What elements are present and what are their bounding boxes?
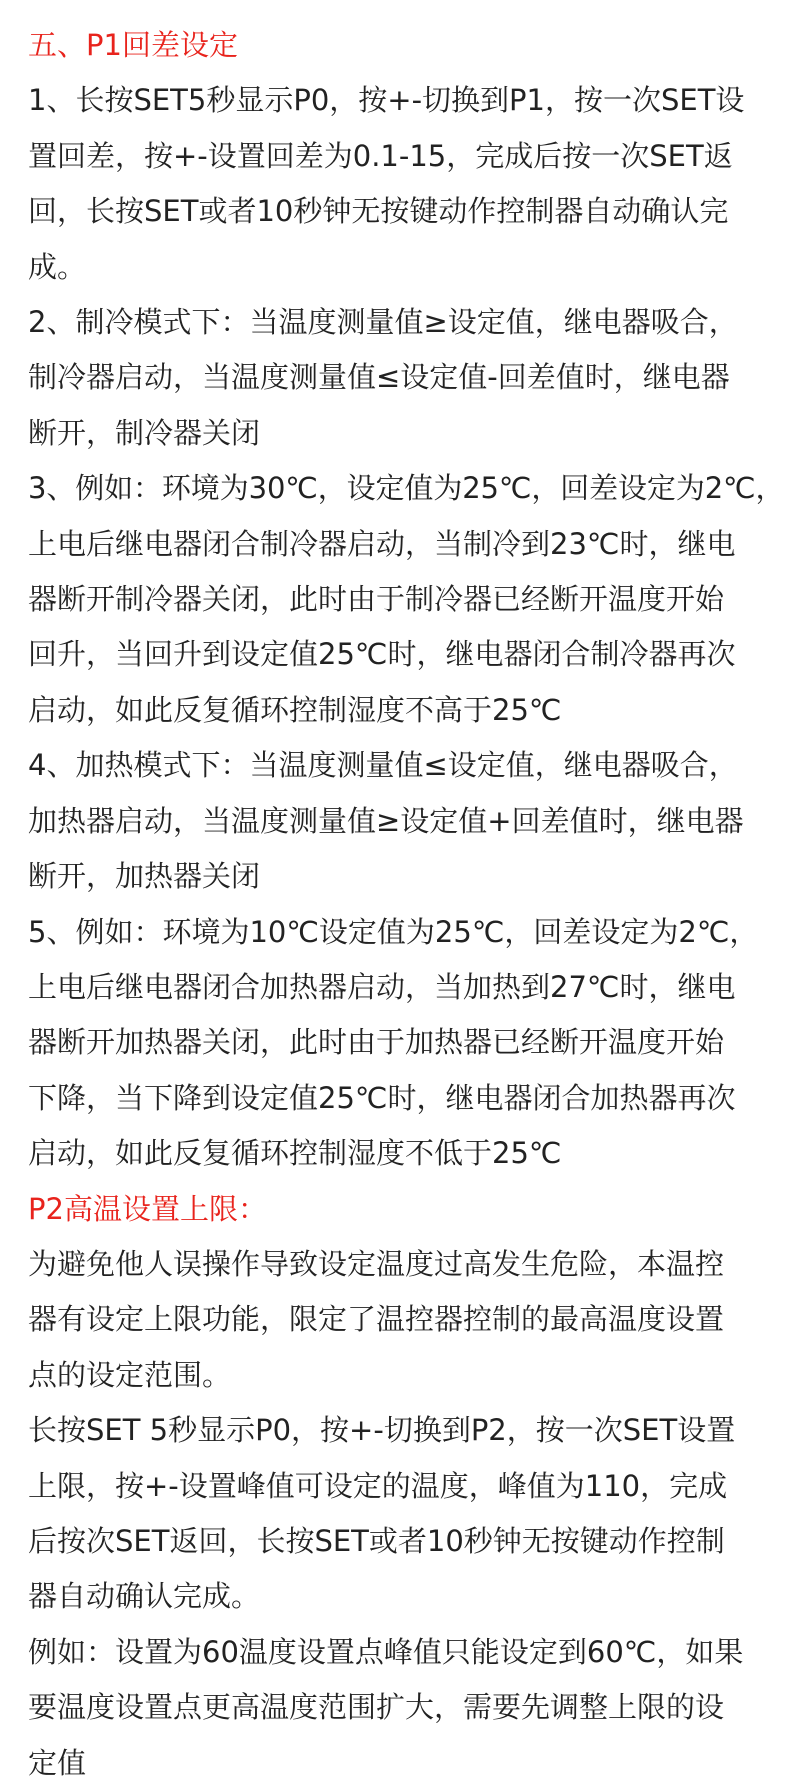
text-line: 长按SET 5秒显示P0，按+-切换到P2，按一次SET设置 [28, 1413, 736, 1448]
section-5-item-5 [28, 905, 780, 1182]
text-line: 后按次SET返回，长按SET或者10秒钟无按键动作控制 [28, 1523, 725, 1558]
text-line: 4、加热模式下：当温度测量值≤设定值，继电器吸合， [28, 748, 738, 783]
text-line: 定值 [28, 1745, 87, 1780]
text-line: 成。 [28, 249, 87, 284]
p2-steps [28, 1403, 780, 1625]
p2-heading [28, 1182, 780, 1237]
text-line: 启动，如此反复循环控制湿度不高于25℃ [28, 692, 562, 727]
p2-example [28, 1625, 780, 1791]
text-line: 断开，制冷器关闭 [28, 415, 261, 450]
text-line: 回，长按SET或者10秒钟无按键动作控制器自动确认完 [28, 194, 729, 229]
text-line: 器断开制冷器关闭，此时由于制冷器已经断开温度开始 [28, 582, 725, 617]
section-5-item-2 [28, 295, 780, 461]
text-line: 5、例如：环境为10℃设定值为25℃，回差设定为2℃， [28, 914, 759, 949]
heading-line: P2高温设置上限： [28, 1191, 267, 1226]
text-line: 2、制冷模式下：当温度测量值≥设定值，继电器吸合， [28, 305, 738, 340]
section-5-item-1 [28, 73, 780, 295]
section-5-item-4 [28, 738, 780, 904]
text-line: 1、长按SET5秒显示P0，按+-切换到P1，按一次SET设 [28, 83, 745, 118]
text-line: 下降，当下降到设定值25℃时，继电器闭合加热器再次 [28, 1080, 736, 1115]
text-line: 加热器启动，当温度测量值≥设定值+回差值时，继电器 [28, 803, 744, 838]
text-line: 器自动确认完成。 [28, 1579, 261, 1614]
text-line: 器断开加热器关闭，此时由于加热器已经断开温度开始 [28, 1025, 725, 1060]
text-line: 例如：设置为60温度设置点峰值只能设定到60℃，如果 [28, 1634, 744, 1669]
text-line: 置回差，按+-设置回差为0.1-15，完成后按一次SET返 [28, 138, 733, 173]
text-line: 点的设定范围。 [28, 1357, 232, 1392]
section-5-heading [28, 18, 780, 73]
text-line: 3、例如：环境为30℃，设定值为25℃，回差设定为2℃， [28, 471, 785, 506]
section-5-item-3 [28, 461, 785, 738]
text-line: 制冷器启动，当温度测量值≤设定值-回差值时，继电器 [28, 360, 730, 395]
p2-intro [28, 1237, 780, 1403]
text-line: 器有设定上限功能，限定了温控器控制的最高温度设置 [28, 1302, 725, 1337]
text-line: 上电后继电器闭合加热器启动，当加热到27℃时，继电 [28, 969, 736, 1004]
text-line: 启动，如此反复循环控制湿度不低于25℃ [28, 1136, 562, 1171]
text-line: 断开，加热器关闭 [28, 859, 261, 894]
text-line: 上电后继电器闭合制冷器启动，当制冷到23℃时，继电 [28, 526, 736, 561]
text-line: 要温度设置点更高温度范围扩大，需要先调整上限的设 [28, 1690, 725, 1725]
text-line: 上限，按+-设置峰值可设定的温度，峰值为110，完成 [28, 1468, 728, 1503]
heading-line: 五、P1回差设定 [28, 28, 238, 62]
text-line: 为避免他人误操作导致设定温度过高发生危险，本温控 [28, 1246, 725, 1281]
text-line: 回升，当回升到设定值25℃时，继电器闭合制冷器再次 [28, 637, 736, 672]
